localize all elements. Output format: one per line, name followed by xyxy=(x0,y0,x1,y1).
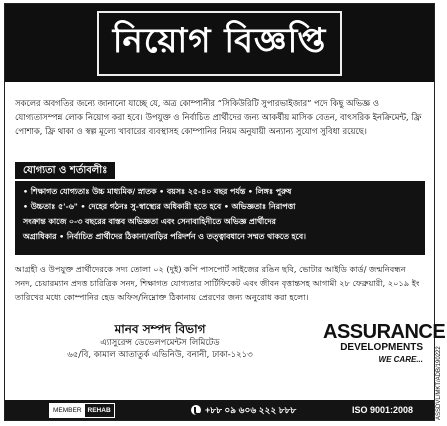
title-band xyxy=(5,4,434,82)
company-name: এ্যাসুরেন্স ডেভেলপমেন্টস লিমিটেড xyxy=(100,338,220,348)
footer-bar xyxy=(5,400,434,420)
hr-department: মানব সম্পদ বিভাগ xyxy=(114,322,206,336)
phone-contact xyxy=(191,403,296,417)
logo-line-2: DEVELOPMENTS xyxy=(340,342,423,353)
iso-certification: ISO 9001:2008 xyxy=(352,405,414,415)
logo-line-1: ASSURANCE xyxy=(323,321,446,343)
requirements-line-1: • শিক্ষাগত যোগ্যতাঃ উচ্চ মাধ্যমিক/ স্নাতক • বয়সঃ ২৫-৪০ বছর পর্যন্ত • লিঙ্গঃ পুরুষ xyxy=(23,187,292,196)
ad-title: নিয়োগ বিজ্ঞপ্তি xyxy=(97,11,343,76)
hr-contact xyxy=(15,322,305,362)
requirements-box xyxy=(15,181,425,255)
application-instructions: আগ্রহী ও উপযুক্ত প্রার্থীদেরকে সদ্য তোলা ০২ (দুই) কপি পাসপোর্ট সাইজের রঙিন ছবি, ভোটার আইডি কার্ড/ জন্মনিবন্ধন সনদ, চেয়ারম্যান প্রদত্ত চারিত্রিক সনদ, শিক্ষাগত যোগ্যতার সার্টিফিকেট এবং জীবন বৃত্তান্তসহ আগামী ২৮ ফেব্রুয়ারী, ২০১৯ ইং তারিখের মধ্যে কোম্পানির হেড অফিস/নিম্নোক্ত ঠিকানায় প্রেরণের জন্য অনুরোধ করা হলো। xyxy=(15,264,420,302)
requirements-line-4: অগ্রাধিকার • নির্বাচিত প্রার্থীদের ঠিকানা/বাড়ির পরিদর্শন ও তত্ত্বাবধানে সম্মত থাকতে হবে। xyxy=(23,232,306,241)
requirements-line-3: সংক্রান্ত কাজে ০-৩ বছরের বাস্তব অভিজ্ঞতা এবং সেনাবাহিনীতে অভিজ্ঞ প্রার্থীদের xyxy=(23,217,276,226)
member-label: MEMBER xyxy=(50,404,85,417)
phone-icon xyxy=(191,405,201,415)
logo-tagline: WE CARE... xyxy=(378,355,423,364)
intro-text: সকলের অবগতির জন্যে জানানো যাচ্ছে যে, অত্র কোম্পানীর “সিকিউরিটি সুপারভাইজার” পদে কিছু অভিজ্ঞ ও যোগ্যতাসম্পন্ন লোক নিয়োগ করা হবে। উপযুক্ত ও নির্বাচিত প্রার্থীদের জন্য আকর্ষীয় মাসিক বেতন, বাৎসরিক ইনক্রিমেন্ট, ফ্রি পোশাক, ফ্রি থাকা ও স্বল্প মূল্যে খাবারের ব্যবস্থাসহ কোম্পানির নিয়ম অনুযায়ী অন্যান্য সুযোগ সুবিধা রয়েছে। xyxy=(15,98,422,136)
side-reference-code xyxy=(436,300,446,420)
company-address: ৬৫/বি, কামাল আতাতুর্ক এভিনিউ, বনানী, ঢাকা-১২১৩ xyxy=(67,350,253,360)
requirements-heading: যোগ্যতা ও শর্তাবলীঃ xyxy=(15,162,115,179)
reference-code-text: ASSDVL/MKT/ADB/190222 xyxy=(436,346,442,420)
phone-number: +৮৮ ০৯ ৬০৬ ২২২ ৮৮৮ xyxy=(205,405,297,415)
member-org: REHAB xyxy=(87,407,111,414)
requirements-line-2: • উচ্চতাঃ ৫'-৬" • দেহের গঠনঃ সু-স্বাস্থ্যের অধিকারী হতে হবে • অভিজ্ঞতাঃ নিরাপত্তা xyxy=(23,202,296,211)
rehab-member-badge xyxy=(49,403,115,418)
company-logo xyxy=(323,321,446,368)
